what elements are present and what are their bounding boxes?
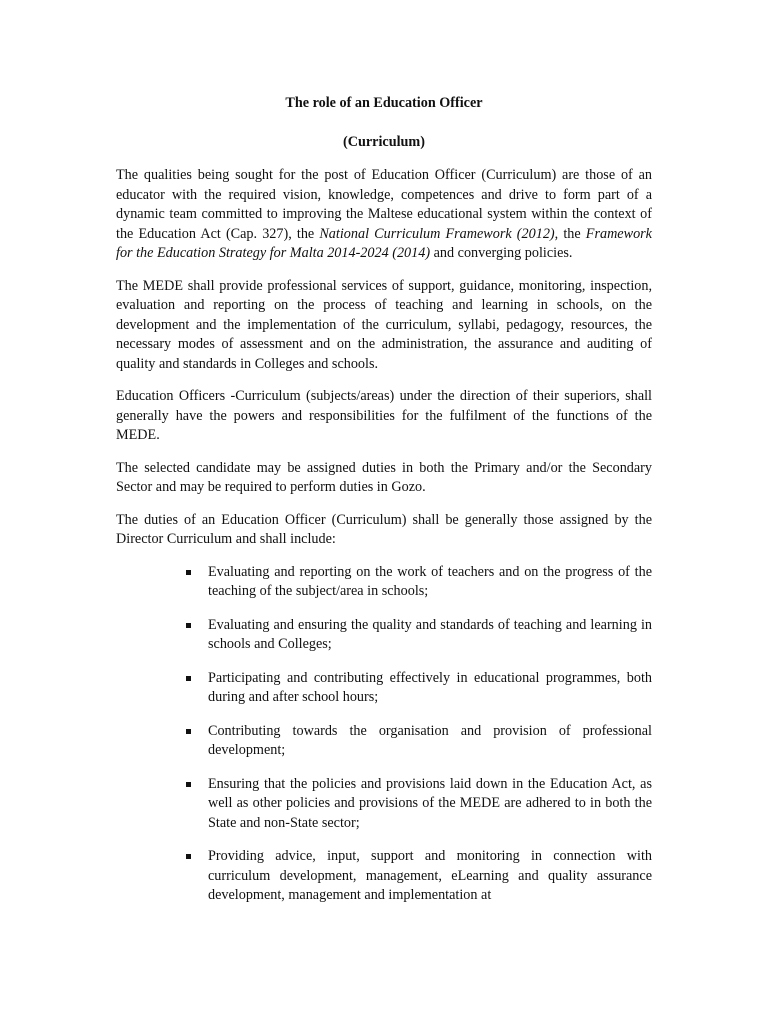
duty-text: Contributing towards the organisation and provision of professional development; — [208, 722, 652, 758]
document-title: The role of an Education Officer — [285, 95, 483, 111]
paragraph-education-officers: Education Officers -Curriculum (subjects/areas) under the direction of their superiors, shall generally have the powers and responsibilities for the fulfilment of the functions of the MEDE. — [116, 388, 652, 443]
duties-list — [116, 563, 652, 906]
list-item — [208, 847, 652, 906]
education-strategy-ref: Framework for the Education Strategy for Malta 2014-2024 (2014) — [116, 225, 652, 261]
bullet-icon — [186, 729, 191, 734]
paragraph-qualities-text-e: and converging policies. — [430, 245, 573, 261]
list-item — [208, 669, 652, 708]
paragraph-qualities — [116, 166, 652, 264]
paragraph-mede-services: The MEDE shall provide professional services of support, guidance, monitoring, inspection, evaluation and reporting on the process of teaching and learning in schools, on the development and the implementation of the curriculum, syllabi, pedagogy, resources, the necessary modes of assessment and on the administration, the assurance and auditing of quality and standards in Colleges and schools. — [116, 277, 652, 372]
list-item — [208, 775, 652, 834]
paragraph-selected-candidate: The selected candidate may be assigned duties in both the Primary and/or the Secondary Sector and may be required to perform duties in Gozo. — [116, 459, 652, 495]
duty-text: Evaluating and reporting on the work of teachers and on the progress of the teaching of the subject/area in schools; — [208, 563, 652, 599]
document-page — [116, 92, 652, 920]
duty-text: Ensuring that the policies and provisions laid down in the Education Act, as well as other policies and provisions of the MEDE are adhered to in both the State and non-State sector; — [208, 775, 652, 831]
bullet-icon — [186, 782, 191, 787]
paragraph-duties-intro: The duties of an Education Officer (Curriculum) shall be generally those assigned by the Director Curriculum and shall include: — [116, 511, 652, 547]
list-item — [208, 722, 652, 761]
duty-text: Participating and contributing effectively in educational programmes, both during and after school hours; — [208, 669, 652, 705]
list-item — [208, 616, 652, 655]
national-curriculum-framework-ref: National Curriculum Framework (2012) — [319, 225, 555, 242]
duty-text: Evaluating and ensuring the quality and standards of teaching and learning in schools and Colleges; — [208, 616, 652, 652]
bullet-icon — [186, 623, 191, 628]
bullet-icon — [186, 676, 191, 681]
duty-text: Providing advice, input, support and monitoring in connection with curriculum development, management, eLearning and quality assurance development, management and implementation at — [208, 848, 652, 903]
list-item — [208, 563, 652, 602]
bullet-icon — [186, 854, 191, 859]
bullet-icon — [186, 570, 191, 575]
document-subtitle: (Curriculum) — [343, 133, 425, 150]
paragraph-qualities-text-c: , the — [554, 225, 586, 242]
paragraph-qualities-text-a: The qualities being sought for the post of Education Officer (Curriculum) are those of an educator with the required vision, knowledge, competences and drive to form part of a dynamic team committed to improving the Maltese educational system within the context of the Education Act (Cap. 327), the — [116, 167, 652, 242]
